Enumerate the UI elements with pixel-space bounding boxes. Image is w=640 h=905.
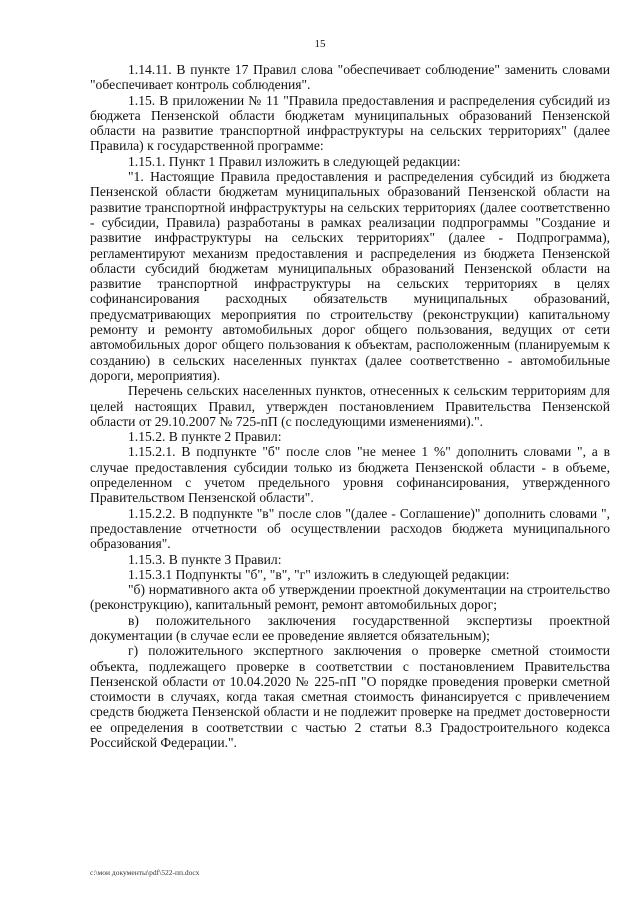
- paragraph-1-15-2-1: 1.15.2.1. В подпункте "б" после слов "не менее 1 %" дополнить словами ", а в случае предоставления субсидии только из бюджета Пензенской области - в объеме, определенном с учетом предельного уровня софинансирования, утвержденного Правительством Пензенской области".: [90, 444, 610, 506]
- footer-file-path: c:\мои документы\pdf\522-пп.docx: [90, 868, 200, 877]
- paragraph-1-15-2-2: 1.15.2.2. В подпункте "в" после слов "(далее - Соглашение)" дополнить словами ", предоставление отчетности об осуществлении расходов бюджета муниципального образования".: [90, 505, 610, 552]
- paragraph-settlements-list: Перечень сельских населенных пунктов, отнесенных к сельским территориям для целей настоящих Правил, утвержден постановлением Правительства Пензенской области от 29.10.2007 № 725-пП (с последующими изменениями).".: [90, 383, 610, 429]
- paragraph-subpoint-g: г) положительного экспертного заключения о проверке сметной стоимости объекта, подлежащего проверке в соответствии с постановлением Правительства Пензенской области от 10.04.2020 № 225-пП "О порядке проведения проверки сметной стоимости в случаях, когда такая сметная стоимость финансируется с привлечением средств бюджета Пензенской области и не подлежит проверке на предмет достоверности ее определения в соответствии с частью 2 статьи 8.3 Градостроительного кодекса Российской Федерации.".: [90, 643, 610, 751]
- paragraph-subpoint-v: в) положительного заключения государственной экспертизы проектной документации (в случае если ее проведение является обязательным);: [90, 612, 610, 643]
- paragraph-subpoint-b: "б) нормативного акта об утверждении проектной документации на строительство (реконструкцию), капитальный ремонт, ремонт автомобильных дорог;: [90, 582, 610, 613]
- page-number: 15: [314, 38, 326, 50]
- paragraph-1-14-11: 1.14.11. В пункте 17 Правил слова "обеспечивает соблюдение" заменить словами "обеспечивает контроль соблюдения".: [90, 62, 610, 93]
- paragraph-rules-point-1: "1. Настоящие Правила предоставления и распределения субсидий из бюджета Пензенской области бюджетам муниципальных образований Пензенской области на развитие транспортной инфраструктуры на сельских территориях (далее соответственно - субсидии, Правила) разработаны в рамках реализации подпрограммы "Создание и развитие инфраструктуры на сельских территориях" (далее - Подпрограмма), регламентируют механизм предоставления и распределения из бюджета Пензенской области субсидий бюджетам муниципальных образований Пензенской области на развитие транспортной инфраструктуры на сельских территориях в целях софинансирования расходных обязательств муниципальных образований, предусматривающих мероприятия по строительству (реконструкции) капитальному ремонту и ремонту автомобильных дорог общего пользования, ведущих от сети автомобильных дорог общего пользования к объектам, расположенным (планируемым к созданию) в сельских населенных пунктах (далее соответственно - автомобильные дороги, мероприятия).: [90, 169, 610, 383]
- paragraph-1-15: 1.15. В приложении № 11 "Правила предоставления и распределения субсидий из бюджета Пензенской области бюджетам муниципальных образований Пензенской области на развитие транспортной инфраструктуры на сельских территориях" (далее Правила) к государственной программе:: [90, 92, 610, 154]
- paragraph-1-15-1: 1.15.1. Пункт 1 Правил изложить в следующей редакции:: [128, 153, 461, 169]
- paragraph-1-15-2: 1.15.2. В пункте 2 Правил:: [128, 429, 282, 445]
- paragraph-1-15-3-1: 1.15.3.1 Подпункты "б", "в", "г" изложить в следующей редакции:: [128, 566, 510, 582]
- paragraph-1-15-3: 1.15.3. В пункте 3 Правил:: [128, 551, 282, 567]
- document-body: [90, 62, 610, 750]
